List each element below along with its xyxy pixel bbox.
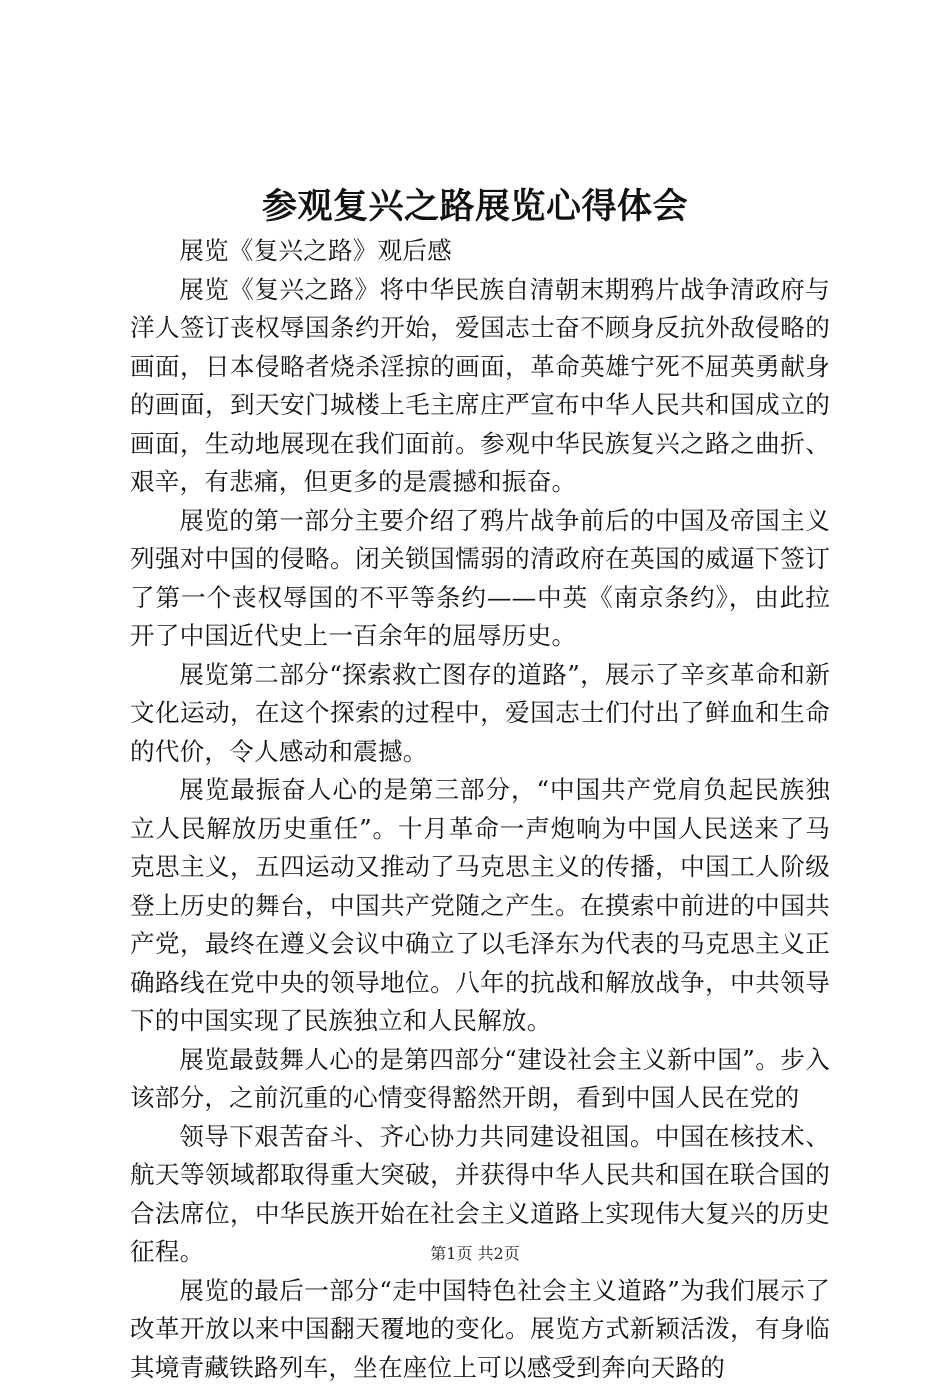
body-paragraph: 展览最鼓舞人心的是第四部分“建设社会主义新中国”。步入该部分，之前沉重的心情变得豁然开朗，看到中国人民在党的 xyxy=(130,1041,830,1118)
page-number-footer: 第1页 共2页 xyxy=(0,1244,950,1264)
body-paragraph: 展览的第一部分主要介绍了鸦片战争前后的中国及帝国主义列强对中国的侵略。闭关锁国懦弱的清政府在英国的威逼下签订了第一个丧权辱国的不平等条约——中英《南京条约》，由此拉开了中国近代史上一百余年的屈辱历史。 xyxy=(130,502,830,656)
subtitle-paragraph: 展览《复兴之路》观后感 xyxy=(130,232,830,271)
body-paragraph: 展览第二部分“探索救亡图存的道路”，展示了辛亥革命和新文化运动，在这个探索的过程中，爱国志士们付出了鲜血和生命的代价，令人感动和震撼。 xyxy=(130,656,830,772)
body-paragraph: 展览《复兴之路》将中华民族自清朝末期鸦片战争清政府与洋人签订丧权辱国条约开始，爱国志士奋不顾身反抗外敌侵略的画面，日本侵略者烧杀淫掠的画面，革命英雄宁死不屈英勇献身的画面，到天安门城楼上毛主席庄严宣布中华人民共和国成立的画面，生动地展现在我们面前。参观中华民族复兴之路之曲折、艰辛，有悲痛，但更多的是震撼和振奋。 xyxy=(130,271,830,502)
document-body xyxy=(130,232,830,1387)
body-paragraph: 展览最振奋人心的是第三部分，“中国共产党肩负起民族独立人民解放历史重任”。十月革命一声炮响为中国人民送来了马克思主义，五四运动又推动了马克思主义的传播，中国工人阶级登上历史的舞台，中国共产党随之产生。在摸索中前进的中国共产党，最终在遵义会议中确立了以毛泽东为代表的马克思主义正确路线在党中央的领导地位。八年的抗战和解放战争，中共领导下的中国实现了民族独立和人民解放。 xyxy=(130,771,830,1041)
body-paragraph: 展览的最后一部分“走中国特色社会主义道路”为我们展示了改革开放以来中国翻天覆地的变化。展览方式新颖活泼，有身临其境青藏铁路列车，坐在座位上可以感受到奔向天路的 xyxy=(130,1272,830,1387)
body-paragraph: 领导下艰苦奋斗、齐心协力共同建设祖国。中国在核技术、航天等领域都取得重大突破，并获得中华人民共和国在联合国的合法席位，中华民族开始在社会主义道路上实现伟大复兴的历史征程。 xyxy=(130,1118,830,1272)
document-title: 参观复兴之路展览心得体会 xyxy=(0,183,950,231)
